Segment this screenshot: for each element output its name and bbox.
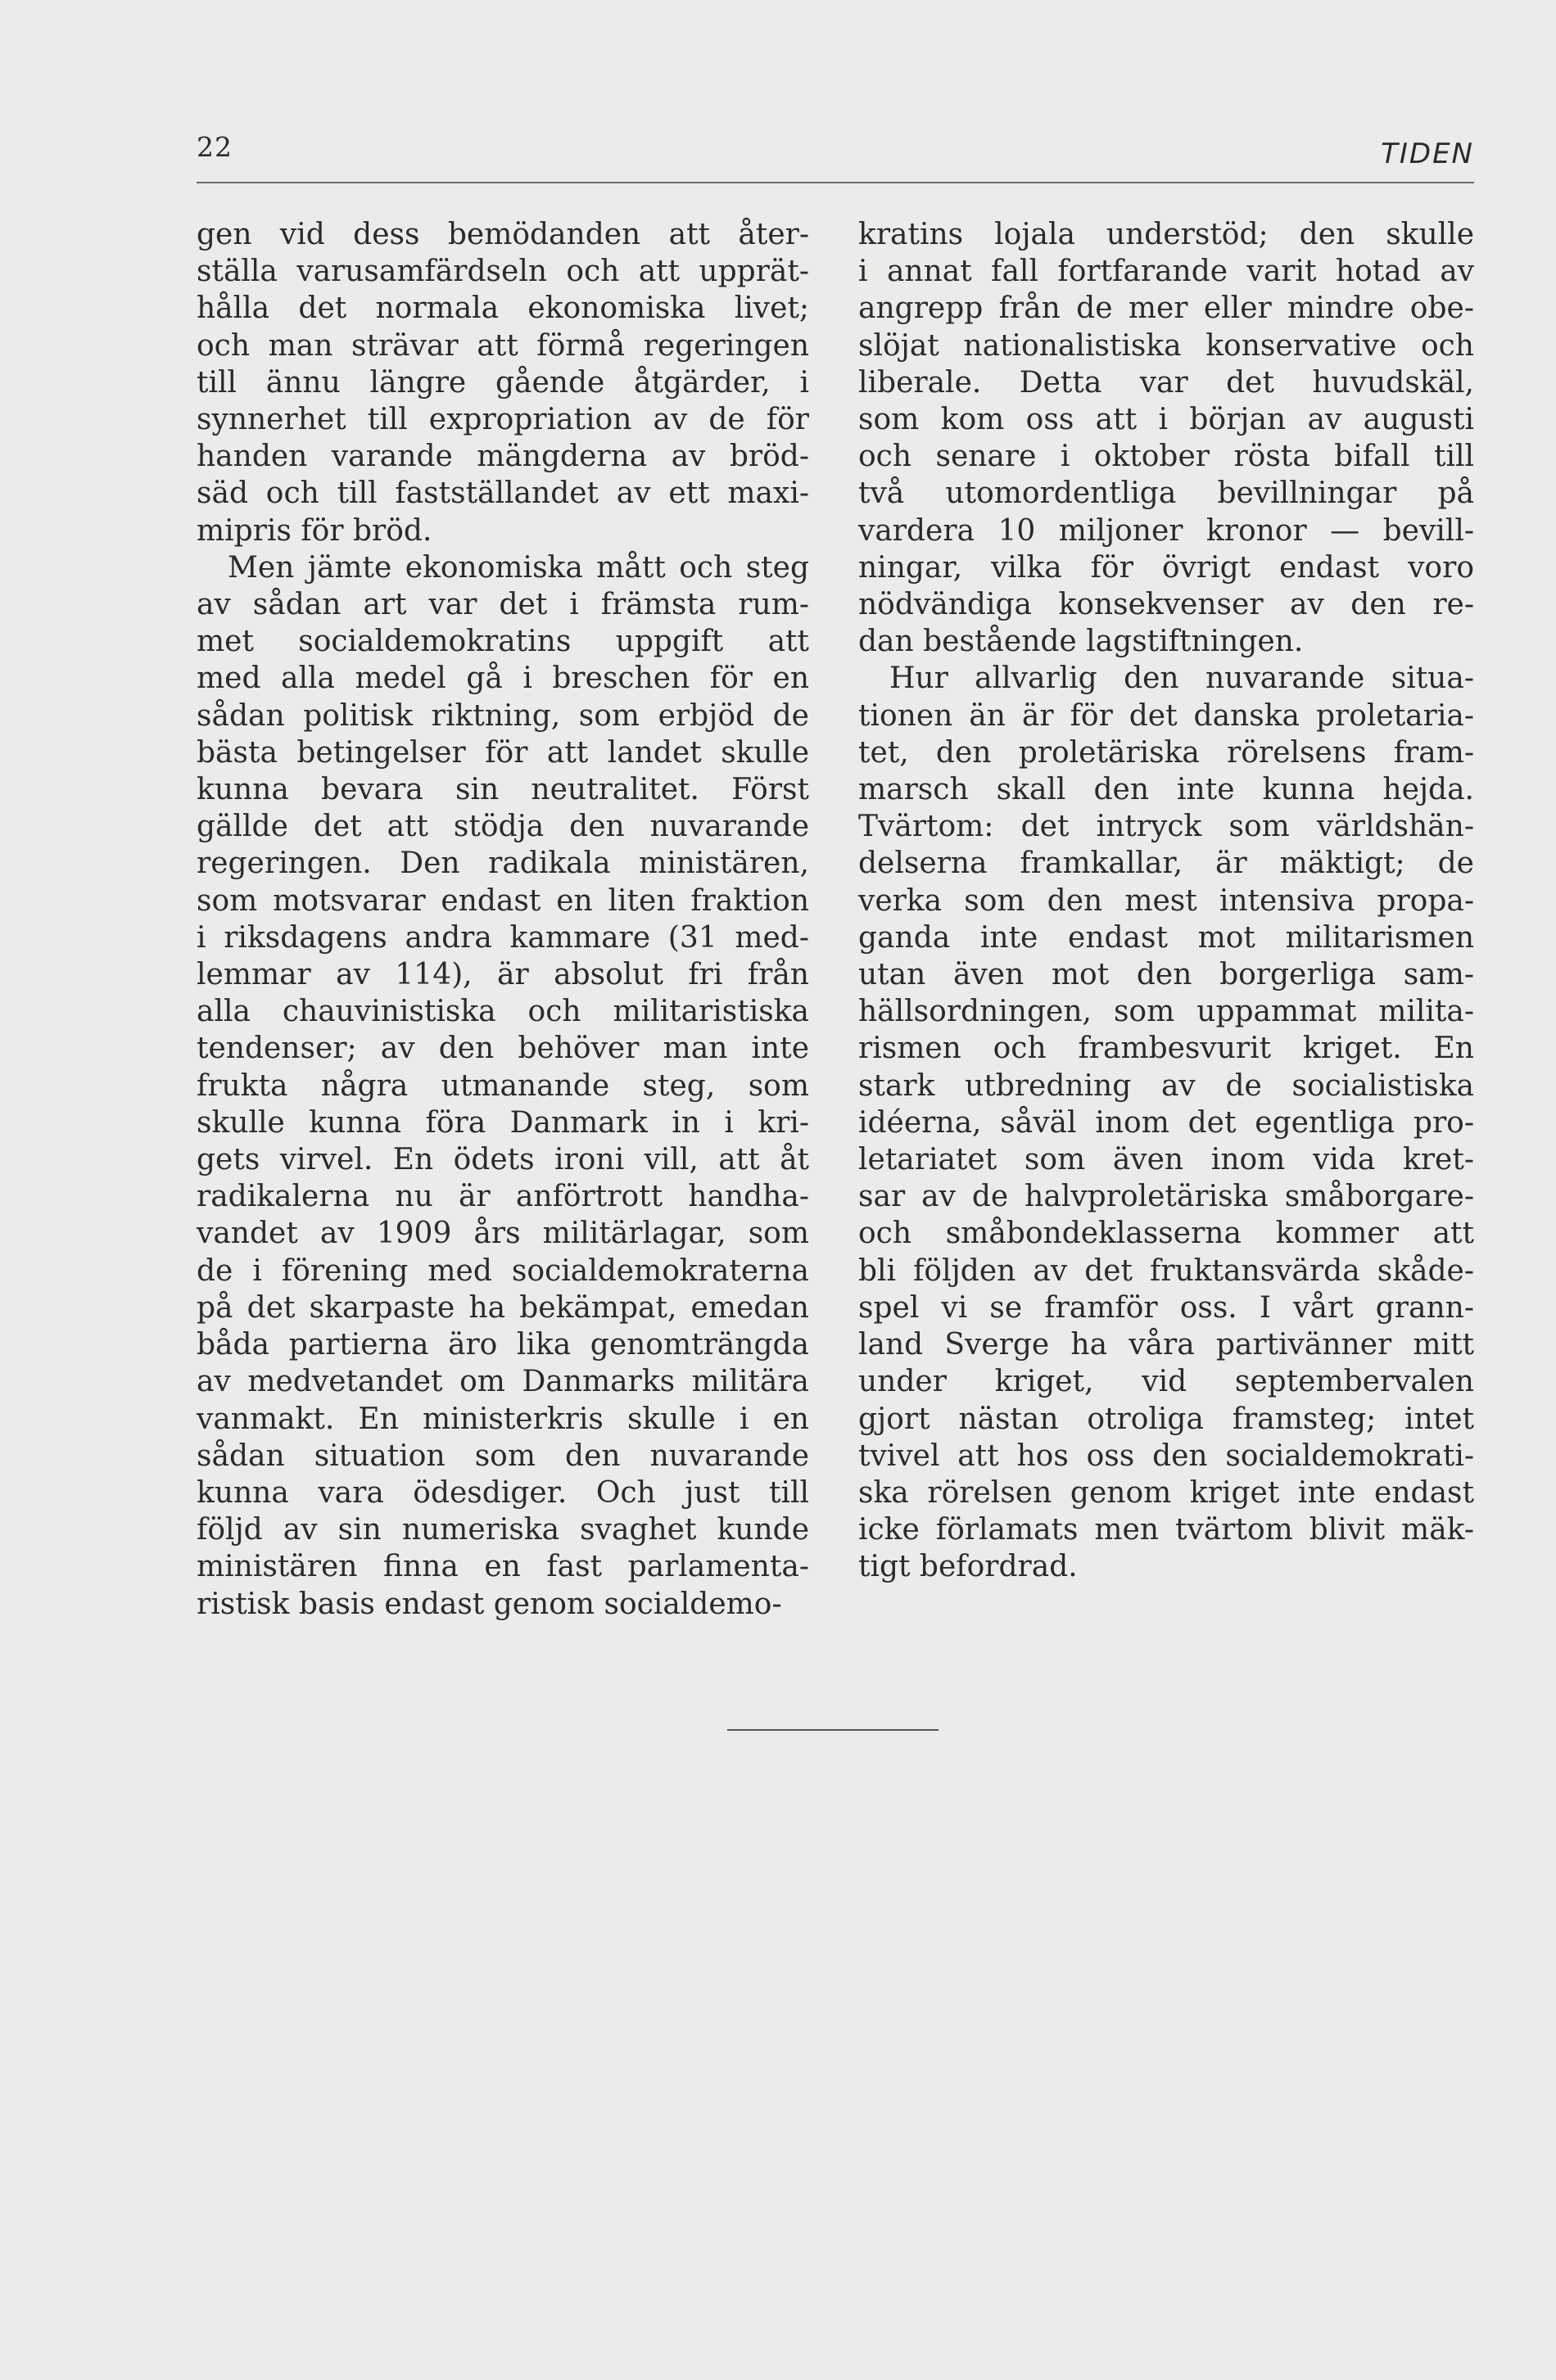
text-line: kratins lojala understöd; den skulle bbox=[858, 218, 1474, 251]
text-line: rismen och frambesvurit kriget. En bbox=[858, 1032, 1474, 1066]
text-line: sar av de halvproletäriska småborgare- bbox=[858, 1180, 1474, 1214]
text-line: letariatet som även inom vida kret- bbox=[858, 1143, 1474, 1177]
text-line: ställa varusamfärdseln och att upprät- bbox=[197, 255, 809, 289]
text-line: met socialdemokratins uppgift att bbox=[197, 625, 809, 659]
text-line: ristisk basis endast genom socialdemo- bbox=[197, 1587, 782, 1621]
text-line: vanmakt. En ministerkris skulle i en bbox=[197, 1402, 809, 1436]
header-rule bbox=[197, 182, 1474, 183]
text-line: gets virvel. En ödets ironi vill, att åt bbox=[197, 1143, 809, 1177]
text-line: liberale. Detta var det huvudskäl, bbox=[858, 365, 1474, 400]
text-line: sådan politisk riktning, som erbjöd de bbox=[197, 698, 809, 733]
text-line: Hur allvarlig den nuvarande situa- bbox=[889, 662, 1474, 696]
text-line: som kom oss att i början av augusti bbox=[858, 403, 1474, 437]
text-line: och småbondeklasserna kommer att bbox=[858, 1217, 1474, 1251]
text-line: på det skarpaste ha bekämpat, emedan bbox=[197, 1290, 809, 1325]
text-line: ministären finna en fast parlamenta- bbox=[197, 1550, 809, 1584]
text-line: synnerhet till expropriation av de för bbox=[197, 403, 809, 437]
text-line: verka som den mest intensiva propa- bbox=[858, 883, 1474, 918]
text-line: hålla det normala ekonomiska livet; bbox=[197, 291, 809, 326]
text-line: av sådan art var det i främsta rum- bbox=[197, 588, 809, 622]
text-line: land Sverge ha våra partivänner mitt bbox=[858, 1328, 1474, 1362]
text-line: båda partierna äro lika genomträngda bbox=[197, 1328, 809, 1362]
text-line: nödvändiga konsekvenser av den re- bbox=[858, 588, 1474, 622]
text-line: och man strävar att förmå regeringen bbox=[197, 328, 809, 363]
text-line: utan även mot den borgerliga sam- bbox=[858, 958, 1474, 992]
text-line: ningar, vilka för övrigt endast voro bbox=[858, 550, 1474, 585]
text-line: två utomordentliga bevillningar på bbox=[858, 476, 1474, 511]
text-line: bli följden av det fruktansvärda skåde- bbox=[858, 1253, 1474, 1288]
text-line: tendenser; av den behöver man inte bbox=[197, 1032, 809, 1066]
page-number: 22 bbox=[197, 131, 233, 163]
text-line: och senare i oktober rösta bifall till bbox=[858, 440, 1474, 474]
text-line: som motsvarar endast en liten fraktion bbox=[197, 883, 809, 918]
text-line: kunna vara ödesdiger. Och just till bbox=[197, 1475, 809, 1510]
text-line: Tvärtom: det intryck som världshän- bbox=[858, 810, 1474, 844]
left-column bbox=[197, 216, 809, 1623]
text-line: med alla medel gå i breschen för en bbox=[197, 662, 809, 696]
text-line: lemmar av 114), är absolut fri från bbox=[197, 958, 809, 992]
text-line: tigt befordrad. bbox=[858, 1550, 1078, 1584]
text-line: gällde det att stödja den nuvarande bbox=[197, 810, 809, 844]
text-line: angrepp från de mer eller mindre obe- bbox=[858, 291, 1474, 326]
text-line: ska rörelsen genom kriget inte endast bbox=[858, 1475, 1474, 1510]
text-line: sådan situation som den nuvarande bbox=[197, 1438, 809, 1473]
text-line: alla chauvinistiska och militaristiska bbox=[197, 995, 809, 1029]
text-line: följd av sin numeriska svaghet kunde bbox=[197, 1513, 809, 1547]
text-line: skulle kunna föra Danmark in i kri- bbox=[197, 1105, 809, 1140]
text-line: handen varande mängderna av bröd- bbox=[197, 440, 809, 474]
text-line: i riksdagens andra kammare (31 med- bbox=[197, 920, 809, 955]
text-line: mipris för bröd. bbox=[197, 513, 432, 548]
text-line: till ännu längre gående åtgärder, i bbox=[197, 365, 809, 400]
text-line: bästa betingelser för att landet skulle bbox=[197, 735, 809, 770]
text-line: spel vi se framför oss. I vårt grann- bbox=[858, 1290, 1474, 1325]
text-line: tet, den proletäriska rörelsens fram- bbox=[858, 735, 1474, 770]
text-line: slöjat nationalistiska konservative och bbox=[858, 328, 1474, 363]
text-line: ganda inte endast mot militarismen bbox=[858, 920, 1474, 955]
text-line: icke förlamats men tvärtom blivit mäk- bbox=[858, 1513, 1474, 1547]
text-line: idéerna, såväl inom det egentliga pro- bbox=[858, 1105, 1474, 1140]
text-line: kunna bevara sin neutralitet. Först bbox=[197, 773, 809, 807]
text-line: i annat fall fortfarande varit hotad av bbox=[858, 255, 1474, 289]
text-line: dan bestående lagstiftningen. bbox=[858, 625, 1304, 659]
text-line: radikalerna nu är anförtrott handha- bbox=[197, 1180, 809, 1214]
text-line: vandet av 1909 års militärlagar, som bbox=[197, 1217, 809, 1251]
text-line: under kriget, vid septembervalen bbox=[858, 1365, 1474, 1399]
text-line: stark utbredning av de socialistiska bbox=[858, 1068, 1474, 1103]
text-line: tvivel att hos oss den socialdemokrati- bbox=[858, 1438, 1474, 1473]
text-line: de i förening med socialdemokraterna bbox=[197, 1253, 809, 1288]
text-line: vardera 10 miljoner kronor — bevill- bbox=[858, 513, 1474, 548]
text-line: tionen än är för det danska proletaria- bbox=[858, 698, 1474, 733]
text-line: hällsordningen, som uppammat milita- bbox=[858, 995, 1474, 1029]
text-line: Men jämte ekonomiska mått och steg bbox=[228, 550, 809, 585]
right-column bbox=[858, 216, 1474, 1586]
text-line: delserna framkallar, är mäktigt; de bbox=[858, 847, 1474, 881]
text-line: av medvetandet om Danmarks militära bbox=[197, 1365, 809, 1399]
text-line: marsch skall den inte kunna hejda. bbox=[858, 773, 1474, 807]
end-rule bbox=[727, 1729, 939, 1731]
text-line: regeringen. Den radikala ministären, bbox=[197, 847, 809, 881]
running-title: TIDEN bbox=[1381, 138, 1474, 170]
text-line: gen vid dess bemödanden att åter- bbox=[197, 218, 809, 251]
text-line: säd och till fastställandet av ett maxi- bbox=[197, 476, 809, 511]
text-line: gjort nästan otroliga framsteg; intet bbox=[858, 1402, 1474, 1436]
text-line: frukta några utmanande steg, som bbox=[197, 1068, 809, 1103]
